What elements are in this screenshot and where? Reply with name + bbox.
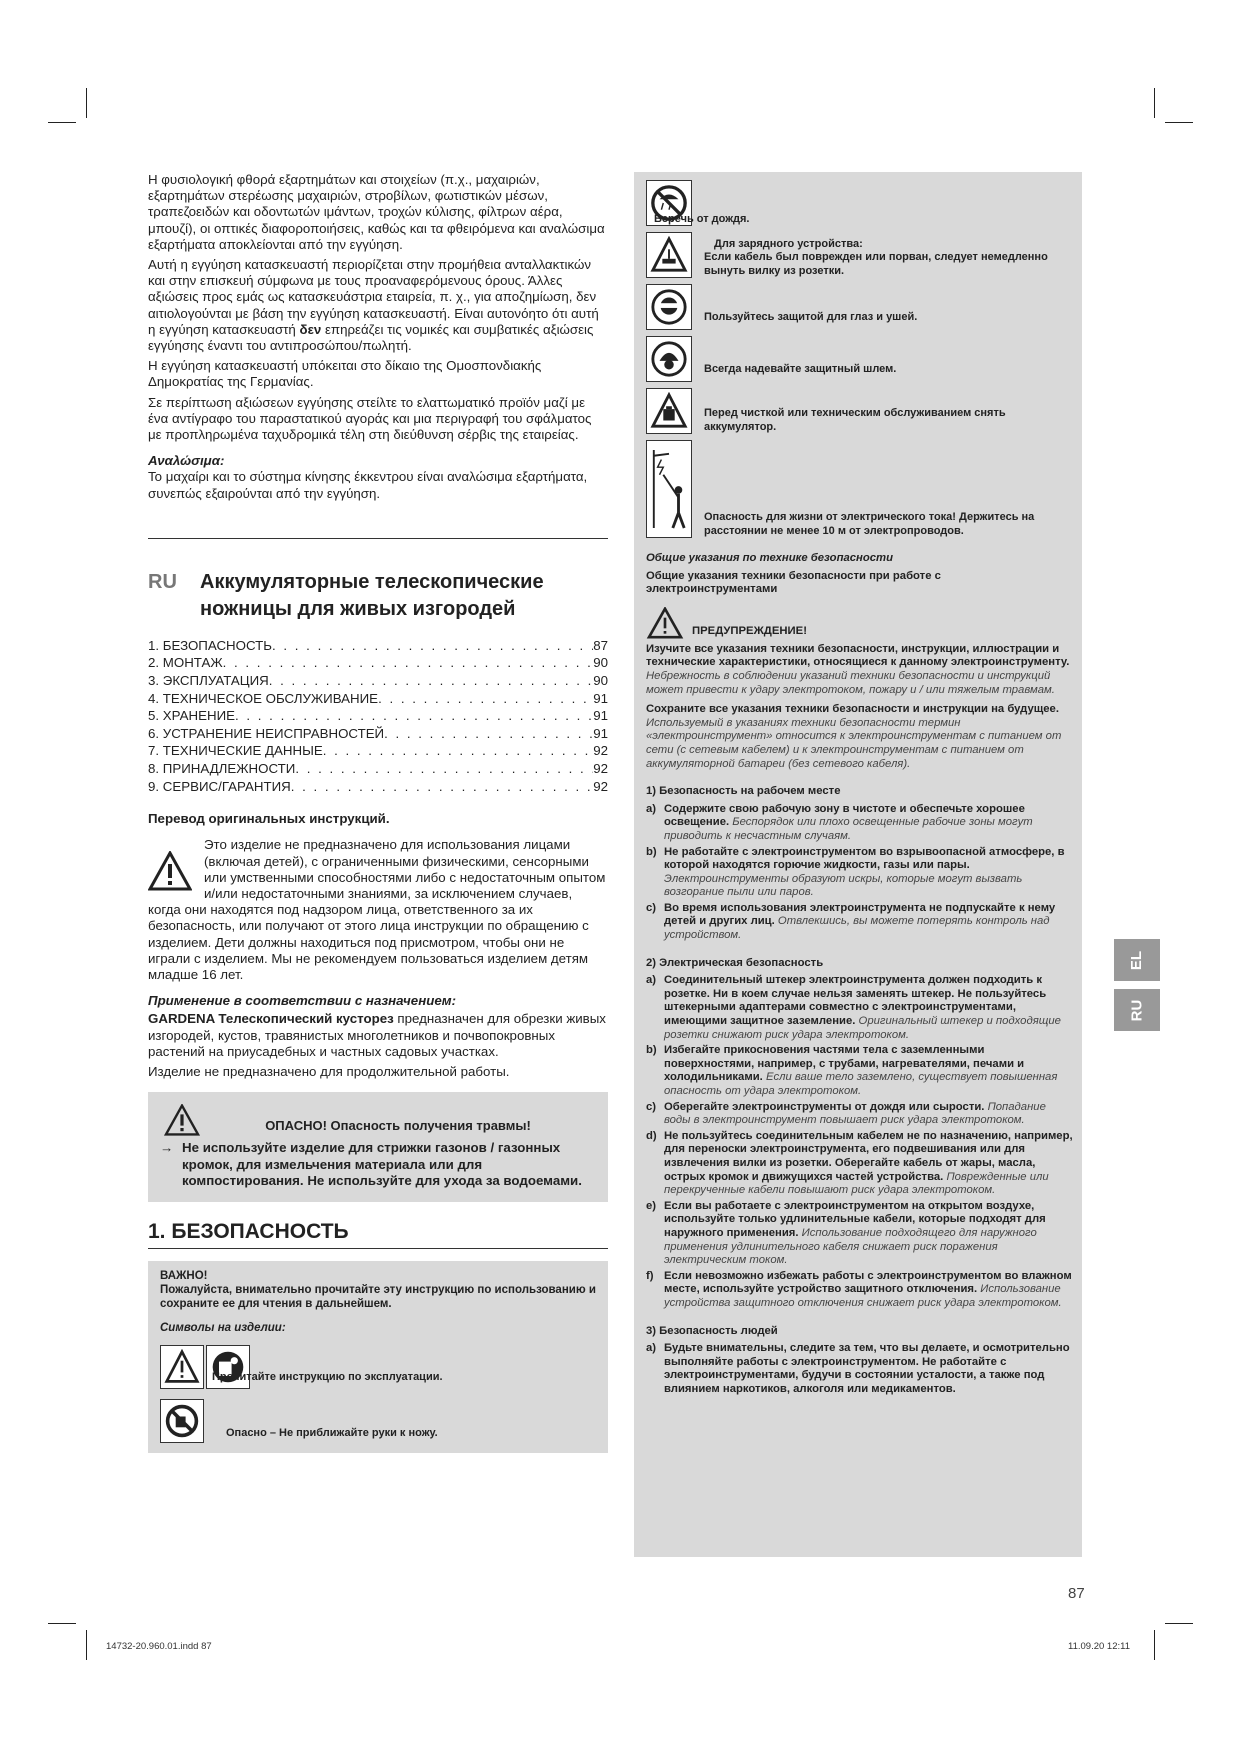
symbol-label: Прочитайте инструкцию по эксплуатации.: [212, 1371, 443, 1384]
symbol-row: [646, 284, 1074, 330]
list-item: [646, 803, 1074, 844]
warning-paragraph: [646, 643, 1074, 697]
crop-mark: [1154, 88, 1155, 118]
item-italic: Поврежденные или перекрученные кабели повышают риск удара электротоком.: [664, 1170, 1049, 1197]
symbols-heading: Символы на изделии:: [160, 1321, 286, 1334]
toc-dots: [323, 742, 593, 760]
charger-symbol: [646, 232, 692, 278]
tab-el[interactable]: [1114, 939, 1160, 981]
toc-row[interactable]: [148, 725, 608, 743]
toc-dots: [295, 760, 593, 778]
section-heading: 3) Безопасность людей: [646, 1324, 778, 1337]
toc-row[interactable]: [148, 707, 608, 725]
item-key: c): [646, 901, 657, 914]
toc-page: 92: [593, 743, 608, 759]
list-item: [646, 1342, 1074, 1396]
warning-bold: Сохраните все указания техники безопасности и инструкции на будущее.: [646, 703, 1059, 716]
list-item: [646, 974, 1074, 1042]
toc-label: 1. БЕЗОПАСНОСТЬ: [148, 637, 273, 653]
hands-away-symbol: [160, 1399, 204, 1443]
toc-dots: [291, 778, 593, 796]
battery-symbol: [646, 388, 692, 434]
crop-mark: [1154, 1630, 1155, 1660]
important-box: [148, 1261, 608, 1453]
symbol-row: [646, 440, 1074, 538]
symbol-label: Опасно – Не приближайте руки к ножу.: [226, 1427, 438, 1440]
helmet-symbol: [646, 336, 692, 382]
item-key: a): [646, 974, 657, 987]
symbol-row: [646, 336, 1074, 382]
warning-label: ПРЕДУПРЕЖДЕНИЕ!: [692, 625, 807, 638]
greek-text: επηρεάζει τις νομικές και συμβατικές αξιώσεις εγγύησης έναντι του αντιπροσώπου/πωλητή.: [148, 321, 594, 354]
tab-label: RU: [1128, 999, 1146, 1021]
greek-paragraph: [148, 257, 608, 354]
toc-page: 90: [593, 673, 608, 689]
eye-ear-protection-icon: [650, 288, 688, 326]
toc-row[interactable]: [148, 760, 608, 778]
list-item: [646, 1130, 1074, 1198]
item-bold: Не работайте с электроинструментом во взрывоопасной атмосфере, в которой находятся горючие жидкости, газы или пары.: [664, 845, 1065, 872]
item-italic: Использование устройства защитного отключения снижает риск удара электротоком.: [664, 1283, 1062, 1309]
list-item: [646, 1270, 1074, 1311]
item-key: b): [646, 845, 657, 858]
toc-page: 92: [593, 778, 608, 794]
item-bold: Если вы работаете с электроинструментом на открытом воздухе, используйте только удлинительные кабели, которые подходят для наружного применения.: [664, 1199, 1046, 1239]
danger-instruction: [160, 1140, 596, 1190]
toc-dots: [223, 654, 594, 672]
danger-box: [148, 1092, 608, 1202]
warning-paragraph: [646, 703, 1074, 771]
notice-text: Это изделие не предназначено для использования лицами (включая детей), с ограниченными физическими, сенсорными или умственными способностями либо с недостаточным опытом и/или недостаточными знаниями, за исключением случаев, когда они находятся под надзором лица, ответственного за их безопасность, или получают от этого лица инструкции по обращению с изделием. Дети должны находиться под присмотром, чтобы они не играли с изделием. Мы не рекомендуем пользоваться изделием детям младше 16 лет.: [148, 837, 606, 983]
section-heading: 2) Электрическая безопасность: [646, 956, 824, 969]
crop-mark: [48, 1623, 76, 1624]
greek-bold: δεν: [299, 321, 322, 337]
item-italic: Электроинструменты образуют искры, которые могут вызвать возгорание пыли или паров.: [664, 872, 1023, 899]
warning-bold: Изучите все указания техники безопасности, инструкции, иллюстрации и технические характеристики, относящиеся к данному электроинструменту.: [646, 642, 1070, 669]
toc-label: 4. ТЕХНИЧЕСКОЕ ОБСЛУЖИВАНИЕ: [148, 690, 379, 706]
danger-text: Не используйте изделие для стрижки газонов / газонных кромок, для измельчения материала или для компостирования. Не используйте для ухода за водоемами.: [182, 1140, 582, 1189]
eye-protection-symbol: [646, 284, 692, 330]
crop-mark: [86, 88, 87, 118]
warning-italic: Небрежность в соблюдении указаний техники безопасности и инструкций может привести к удару электротоком, пожару и / или тяжелым травмам.: [646, 669, 1055, 696]
item-key: d): [646, 1129, 657, 1142]
toc-page: 91: [593, 708, 608, 724]
crop-mark: [1165, 1623, 1193, 1624]
intended-use-note: Изделие не предназначено для продолжительной работы.: [148, 1064, 510, 1080]
item-italic: Беспорядок или плохо освещенные рабочие зоны могут приводить к несчастным случаям.: [664, 816, 1033, 842]
toc-page: 90: [593, 655, 608, 671]
safety-heading: 1. БЕЗОПАСНОСТЬ: [148, 1224, 608, 1249]
charger-text: Если кабель был поврежден или порван, следует немедленно вынуть вилку из розетки.: [704, 251, 1048, 277]
greek-text: Αυτή η εγγύηση κατασκευαστή περιορίζεται στην προμήθεια ανταλλακτικών και στην επισκευή σύμφωνα με τους προαναφερόμενους όρους. Άλλες αξιώσεις προς εμάς ως κατασκευάστρια εταιρεία, π. χ., για αποζημίωση, δεν αιτιολογούνται με βάση την εγγύηση κατασκευαστή. Είναι αυτονόητο ότι αυτή η εγγύηση κατασκευαστή: [148, 257, 599, 337]
toc-dots: [378, 690, 593, 708]
item-key: b): [646, 1044, 657, 1057]
arrow-icon: →: [160, 1140, 174, 1156]
crop-mark: [48, 122, 76, 123]
table-of-contents: [148, 637, 608, 795]
item-bold: Избегайте прикосновения частями тела с заземленными поверхностями, например, с трубами, нагревателями, печами и холодильниками.: [664, 1044, 1025, 1084]
item-key: f): [646, 1269, 654, 1282]
toc-label: 8. ПРИНАДЛЕЖНОСТИ: [148, 761, 296, 777]
toc-label: 6. УСТРАНЕНИЕ НЕИСПРАВНОСТЕЙ: [148, 725, 385, 741]
symbol-label: Беречь от дождя.: [654, 212, 750, 225]
warning-heading-row: [646, 607, 1074, 639]
brand-name: GARDENA Телескопический кусторез: [148, 1011, 394, 1027]
toc-label: 5. ХРАНЕНИЕ: [148, 708, 236, 724]
language-code: RU: [148, 570, 177, 593]
intended-use-text: [148, 1011, 608, 1060]
toc-page: 91: [593, 690, 608, 706]
list-item: [646, 1200, 1074, 1268]
item-key: c): [646, 1100, 657, 1113]
right-column: [634, 172, 1082, 1557]
toc-label: 9. СЕРВИС/ГАРАНТИЯ: [148, 778, 291, 794]
item-italic: Если ваше тело заземлено, существует повышенная опасность от удара электротоком.: [664, 1071, 1058, 1097]
toc-dots: [272, 637, 593, 655]
toc-label: 3. ЭКСПЛУАТАЦИЯ: [148, 673, 269, 689]
crop-mark: [1165, 122, 1193, 123]
item-italic: Попадание воды в электроинструмент повышает риск удара электротоком.: [664, 1100, 1046, 1127]
left-column: [148, 172, 608, 1453]
toc-row[interactable]: [148, 672, 608, 690]
section-divider: [148, 538, 608, 539]
danger-heading: ОПАСНО! Опасность получения травмы!: [265, 1118, 531, 1134]
symbol-row: [646, 180, 1074, 226]
item-italic: Использование подходящего для наружного применения удлинительного кабеля снижает риск поражения электрическим током.: [664, 1226, 1037, 1267]
item-italic: Отвлекшись, вы можете потерять контроль над устройством.: [664, 915, 1050, 942]
list-item: [646, 1101, 1074, 1128]
toc-page: 92: [593, 761, 608, 777]
item-bold: Оберегайте электроинструменты от дождя или сырости.: [664, 1100, 985, 1113]
greek-paragraph: Η φυσιολογική φθορά εξαρτημάτων και στοιχείων (π.χ., μαχαιριών, εξαρτημάτων στερέωσης μαχαιριών, στροβίλων, φωτιστικών μέσων, τραπεζοειδών και οδοντωτών ιμάντων, τροχών κύλισης, φίλτρων αέρα, μπουζί), οι οπτικές διαφοροποιήσεις, καθώς και τα φθειρόμενα και αναλώσιμα εξαρτήματα αποκλείονται από την εγγύηση.: [148, 172, 605, 252]
item-bold: Если невозможно избежать работы с электроинструментом во влажном месте, используйте устройство защитного отключения.: [664, 1269, 1072, 1296]
greek-paragraph: Η εγγύηση κατασκευαστή υπόκειται στο δίκαιο της Ομοσπονδιακής Δημοκρατίας της Γερμανίας.: [148, 358, 542, 390]
power-line-symbol: [646, 440, 692, 538]
tab-ru[interactable]: [1114, 989, 1160, 1031]
list-item: [646, 846, 1074, 900]
no-hands-icon: [164, 1403, 200, 1439]
page-number: 87: [1068, 1585, 1085, 1602]
intended-use-heading: Применение в соответствии с назначением:: [148, 993, 457, 1009]
item-bold: Во время использования электроинструмента не подпускайте к нему детей и других лиц.: [664, 901, 1056, 928]
symbol-label: [704, 238, 1074, 279]
power-line-hazard-icon: [650, 444, 688, 534]
important-text: Пожалуйста, внимательно прочитайте эту инструкцию по использованию и сохраните ее для чтения в дальнейшем.: [160, 1283, 596, 1310]
item-bold: Соединительный штекер электроинструмента должен подходить к розетке. Ни в коем случае нельзя заменять штекер. Не пользуйтесь штекерными адаптерами совместно с электроинструментами, имеющими защитное заземление.: [664, 974, 1047, 1028]
toc-row[interactable]: [148, 690, 608, 708]
symbol-row: [160, 1399, 596, 1443]
toc-row[interactable]: [148, 654, 608, 672]
toc-label: 2. МОНТАЖ: [148, 655, 223, 671]
item-key: a): [646, 802, 657, 815]
warning-triangle-icon: [164, 1349, 200, 1385]
charger-heading: Для зарядного устройства:: [714, 237, 863, 250]
tab-label: EL: [1128, 950, 1146, 970]
list-item: [646, 1044, 1074, 1098]
important-heading: ВАЖНО!: [160, 1269, 208, 1282]
symbol-label: Всегда надевайте защитный шлем.: [704, 362, 897, 375]
toc-label: 7. ТЕХНИЧЕСКИЕ ДАННЫЕ: [148, 743, 323, 759]
warning-triangle-icon: [148, 851, 192, 891]
product-title: Аккумуляторные телескопические ножницы для живых изгородей: [200, 570, 544, 620]
item-bold: Будьте внимательны, следите за тем, что вы делаете, и осмотрительно выполняйте работы с электроинструментом. Не работайте с электроинструментами, будучи в состоянии усталости, а также под влиянием наркотиков, алкоголя или медикаментов.: [664, 1342, 1070, 1395]
general-safety-subheading: Общие указания техники безопасности при работе с электроинструментами: [646, 569, 941, 596]
toc-dots: [384, 725, 593, 743]
symbol-label: Перед чисткой или техническим обслуживанием снять аккумулятор.: [704, 407, 1006, 433]
warning-triangle-icon: [164, 1104, 200, 1136]
symbol-row: [160, 1345, 596, 1389]
item-italic: Оригинальный штекер и подходящие розетки снижают риск удара электротоком.: [664, 1015, 1061, 1041]
item-key: a): [646, 1342, 657, 1355]
symbol-row: [646, 232, 1074, 278]
notice-block: [148, 837, 608, 983]
consumables-text: Το μαχαίρι και το σύστημα κίνησης έκκεντρου είναι αναλώσιμα εξαρτήματα, συνεπώς εξαιρούνται από την εγγύηση.: [148, 469, 588, 501]
toc-row[interactable]: [148, 742, 608, 760]
remove-battery-icon: [650, 392, 688, 430]
consumables-heading: Αναλώσιμα:: [148, 453, 225, 469]
item-bold: Содержите свою рабочую зону в чистоте и обеспечьте хорошее освещение.: [664, 802, 1025, 829]
toc-dots: [235, 707, 593, 725]
toc-dots: [269, 672, 593, 690]
item-key: e): [646, 1199, 657, 1212]
warning-plug-icon: [650, 236, 688, 274]
intended-text: предназначен для обрезки живых изгородей, кустов, травянистых многолетников и почвопокровных растений на приусадебных и частных садовых участках.: [148, 1011, 606, 1059]
helmet-icon: [650, 340, 688, 378]
warning-italic: Используемый в указаниях техники безопасности термин «электроинструмент» относится к электроинструментам с питанием от сети (с сетевым кабелем) и к электроинструментам с питанием от аккумуляторной батареи (без сетевого кабеля).: [646, 716, 1062, 770]
symbol-label: Пользуйтесь защитой для глаз и ушей.: [704, 310, 918, 323]
general-safety-heading: Общие указания по технике безопасности: [646, 552, 893, 564]
footer-date: 11.09.20 12:11: [1068, 1641, 1130, 1652]
section-heading: 1) Безопасность на рабочем месте: [646, 785, 841, 798]
crop-mark: [86, 1630, 87, 1660]
item-bold: Не пользуйтесь соединительным кабелем не по назначению, например, для переноски электроинструмента, его подвешивания или для извлечения вилки из розетки. Оберегайте кабель от жары, масла, острых кромок и движущихся частей устройства.: [664, 1129, 1073, 1183]
footer-file: 14732-20.960.01.indd 87: [106, 1641, 212, 1652]
toc-row[interactable]: [148, 637, 608, 655]
symbol-label: Опасность для жизни от электрического тока! Держитесь на расстоянии не менее 10 м от электропроводов.: [704, 511, 1035, 537]
ru-title-block: [148, 569, 608, 623]
warning-symbol: [160, 1345, 204, 1389]
warning-triangle-icon: [646, 607, 684, 639]
symbol-row: [646, 388, 1074, 434]
list-item: [646, 902, 1074, 943]
toc-page: 87: [593, 637, 608, 653]
toc-row[interactable]: [148, 778, 608, 796]
translation-note: Перевод оригинальных инструкций.: [148, 811, 390, 827]
toc-page: 91: [593, 725, 608, 741]
greek-paragraph: Σε περίπτωση αξιώσεων εγγύησης στείλτε το ελαττωματικό προϊόν μαζί με ένα αντίγραφο του παραστατικού αγοράς και μια περιγραφή του σφάλματος με προπληρωμένα ταχυδρομικά τέλη στη διεύθυνση σέρβις της εταιρείας.: [148, 394, 592, 443]
